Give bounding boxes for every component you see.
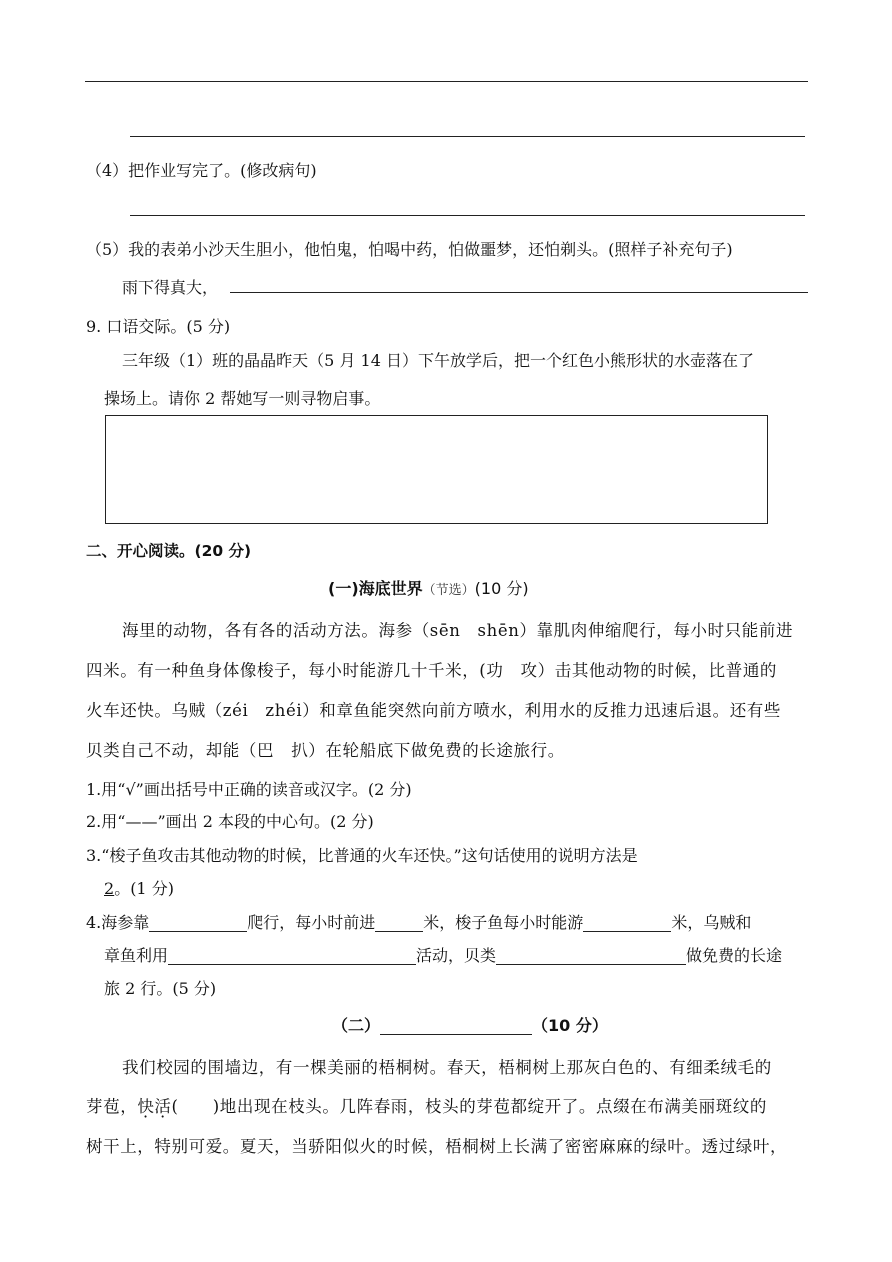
reading-2-title-right: （10 分） bbox=[532, 1016, 608, 1035]
reading-1-p2: 四米。有一种鱼身体像梭子，每小时能游几十千米，(功 攻）击其他动物的时候，比普通的 bbox=[86, 661, 778, 680]
reading-1-q4-line-3: 旅 2 行。(5 分) bbox=[104, 979, 217, 998]
reading-1-q1: 1.用“√”画出括号中正确的读音或汉字。(2 分) bbox=[86, 780, 412, 799]
reading-2-p3: 树干上，特别可爱。夏天，当骄阳似火的时候，梧桐树上长满了密密麻麻的绿叶。透过绿叶， bbox=[86, 1137, 788, 1156]
blank-squid-method[interactable] bbox=[168, 946, 416, 965]
reading-2-title-left: （二） bbox=[332, 1016, 381, 1035]
answer-line-5 bbox=[230, 292, 808, 293]
reading-1-q3-line-2 bbox=[104, 876, 174, 899]
dotted-char-2: 活 bbox=[154, 1097, 172, 1116]
reading-1-title-note: （节选） bbox=[422, 583, 475, 598]
reading-1-q4-text-g: 做免费的长途 bbox=[686, 946, 783, 965]
reading-1-q4-line-1 bbox=[86, 910, 751, 933]
reading-1-p4: 贝类自己不动，却能（巴 扒）在轮船底下做免费的长途旅行。 bbox=[86, 741, 565, 760]
reading-2-p2-text-a: 芽苞， bbox=[86, 1097, 138, 1116]
reading-2-p1: 我们校园的围墙边，有一棵美丽的梧桐树。春天，梧桐树上那灰白色的、有细柔绒毛的 bbox=[122, 1058, 772, 1077]
reading-1-q4-text-c: 米，梭子鱼每小时能游 bbox=[423, 913, 584, 932]
blank-crawl[interactable] bbox=[149, 913, 247, 932]
reading-1-q4-text-e: 章鱼利用 bbox=[104, 946, 169, 965]
reading-1-title-score: (10 分) bbox=[474, 579, 529, 598]
reading-1-q4-text-f: 活动，贝类 bbox=[416, 946, 497, 965]
answer-line-3 bbox=[130, 136, 805, 137]
reading-2-title-blank[interactable] bbox=[380, 1016, 532, 1035]
top-rule bbox=[85, 81, 808, 82]
reading-1-q4-line-2 bbox=[104, 943, 782, 966]
reading-1-title-main: (一)海底世界 bbox=[328, 579, 423, 598]
question-9-line-1: 三年级（1）班的晶晶昨天（5 月 14 日）下午放学后，把一个红色小熊形状的水壶落在了 bbox=[122, 351, 754, 370]
question-5: （5）我的表弟小沙天生胆小，他怕鬼，怕喝中药，怕做噩梦，还怕剃头。(照样子补充句子) bbox=[86, 240, 733, 259]
question-4: （4）把作业写完了。(修改病句) bbox=[86, 161, 317, 180]
reading-1-q2: 2.用“——”画出 2 本段的中心句。(2 分) bbox=[86, 812, 374, 831]
section-2-title: 二、开心阅读。(20 分) bbox=[86, 542, 252, 560]
reading-1-q4-text-a: 4.海参靠 bbox=[86, 913, 150, 932]
question-5-prompt: 雨下得真大， bbox=[122, 278, 219, 297]
reading-1-q4-text-b: 爬行，每小时前进 bbox=[247, 913, 376, 932]
reading-2-p2-text-b: ( )地出现在枝头。几阵春雨，枝头的芽苞都绽开了。点缀在布满美丽斑纹的 bbox=[171, 1097, 768, 1116]
reading-2-title bbox=[332, 1013, 608, 1036]
dotted-char-1: 快 bbox=[137, 1097, 155, 1116]
reading-1-q4-text-d: 米，乌贼和 bbox=[671, 913, 752, 932]
reading-1-title bbox=[328, 576, 529, 599]
reading-1-q3-line-1: 3.“梭子鱼攻击其他动物的时候，比普通的火车还快。”这句话使用的说明方法是 bbox=[86, 846, 638, 865]
blank-meters[interactable] bbox=[375, 913, 423, 932]
reading-1-p3: 火车还快。乌贼（zéi zhéi）和章鱼能突然向前方喷水，利用水的反推力迅速后退。还有些 bbox=[86, 701, 781, 720]
question-9-title: 9. 口语交际。(5 分) bbox=[86, 317, 231, 336]
reading-1-q3-tail: 。(1 分) bbox=[114, 879, 174, 898]
blank-speed[interactable] bbox=[583, 913, 671, 932]
reading-2-p2 bbox=[86, 1093, 767, 1117]
blank-shell-method[interactable] bbox=[496, 946, 686, 965]
answer-box[interactable] bbox=[105, 415, 768, 524]
answer-line-4 bbox=[130, 215, 805, 216]
reading-1-p1: 海里的动物，各有各的活动方法。海参（sēn shēn）靠肌肉伸缩爬行，每小时只能前进 bbox=[122, 621, 794, 640]
question-9-line-2: 操场上。请你 2 帮她写一则寻物启事。 bbox=[104, 389, 381, 408]
reading-1-q3-answer: 2 bbox=[104, 879, 115, 898]
